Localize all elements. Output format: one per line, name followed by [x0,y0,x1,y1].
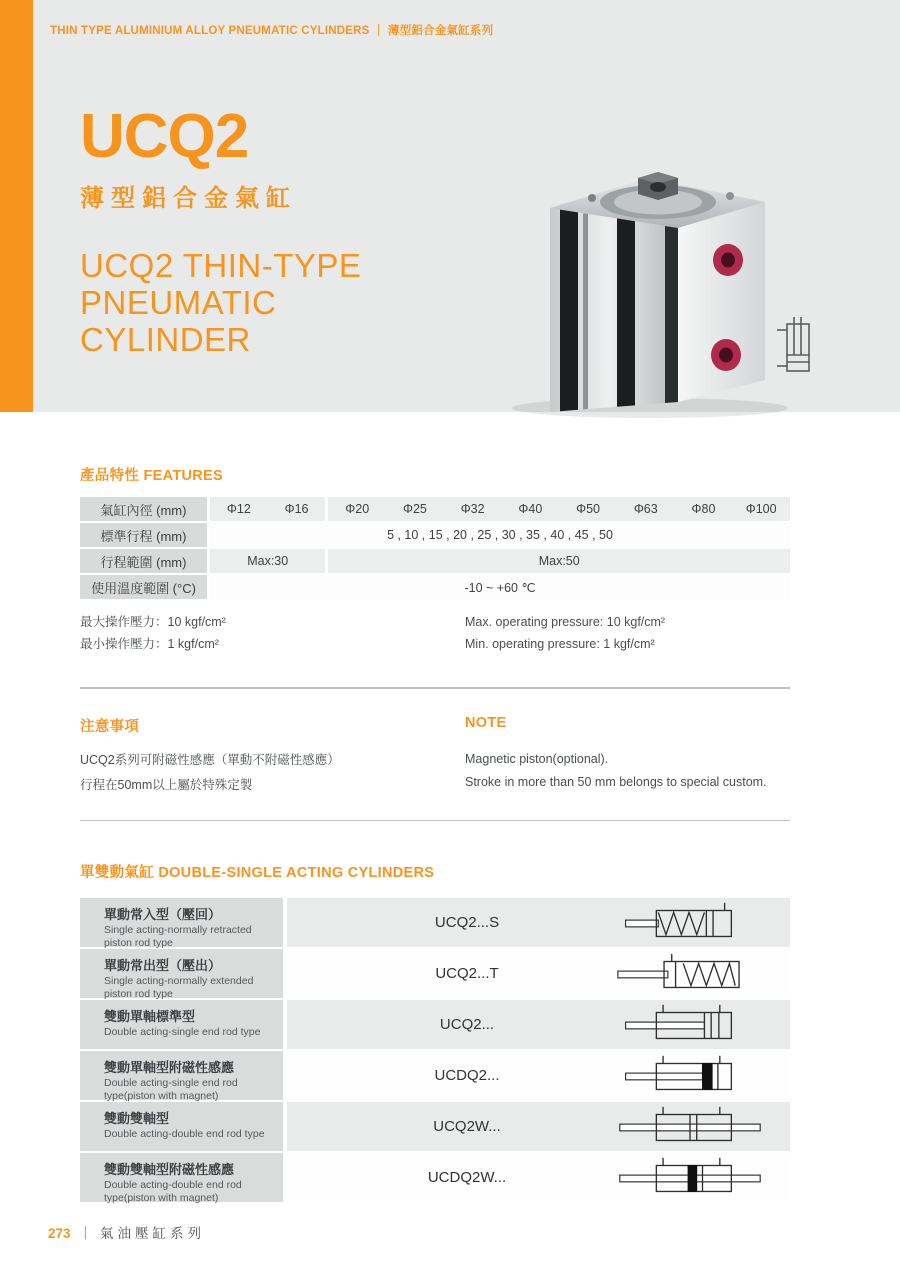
model-code: UCDQ2W... [427,1169,507,1186]
schematic-double-acting-single-rod-magnet [615,1051,765,1101]
max-pressure-cjk: 最大操作壓力：10 kgf/cm² [80,615,226,629]
footer-separator: ｜ [78,1226,93,1241]
page-footer [48,1222,205,1242]
table-row-bore [80,497,790,521]
type-desc-en: Single acting-normally extended piston rod type [104,975,254,1000]
type-title-cjk: 單動常出型（壓出） [104,958,222,973]
features-heading: 產品特性 FEATURES [80,468,223,484]
type-desc-en: Double acting-double end rod type(piston with magnet) [104,1179,242,1204]
title-en-line: PNEUMATIC [80,284,277,321]
acting-cylinders-table [80,898,790,1202]
model-code: UCQ2...T [435,965,499,982]
bore-value: Φ100 [745,502,777,516]
bore-value: Φ80 [691,502,716,516]
type-title-cjk: 雙動雙軸型附磁性感應 [104,1162,235,1177]
type-title-cjk: 雙動單軸標準型 [104,1009,196,1024]
table-row-standard-stroke [80,523,790,547]
title-en-line: UCQ2 THIN-TYPE [80,247,362,284]
model-title-en [80,247,361,358]
pressure-en [465,611,665,655]
table-row-temperature [80,575,790,599]
table-row [80,1000,790,1049]
hero-text-block [80,102,362,358]
type-title-cjk: 雙動單軸型附磁性感應 [104,1060,235,1075]
table-row-stroke-range [80,549,790,573]
table-row [80,1153,790,1202]
page-number: 273 [48,1226,71,1241]
bore-value: Φ25 [403,502,427,516]
features-table [80,497,790,599]
type-title-cjk: 單動常入型（壓回） [104,907,222,922]
note-headings [80,715,790,736]
max-pressure-en: Max. operating pressure: 10 kgf/cm² [465,615,666,629]
model-code: UCQ2...S [434,914,500,931]
temperature-value: -10 ~ +60 ℃ [210,575,790,599]
row-label: 使用溫度範圍 (°C) [80,575,207,599]
cylinder-section-icon [775,314,817,387]
row-label: 標準行程 (mm) [80,523,207,547]
note-heading-cjk: 注意事項 [80,719,140,735]
schematic-single-acting-retracted [615,898,765,948]
model-code: UCQ2... [439,1016,495,1033]
min-pressure-cjk: 最小操作壓力：1 kgf/cm² [80,637,219,651]
divider [80,820,790,821]
row-label: 氣缸內徑 (mm) [80,497,207,521]
note-text-en: Magnetic piston(optional). Stroke in more than 50 mm belongs to special custom. [465,752,767,789]
bore-value: Φ12 [226,502,251,516]
table-row [80,1102,790,1151]
note-body [80,748,790,798]
header-strip: THIN TYPE ALUMINIUM ALLOY PNEUMATIC CYLINDERS ｜ 薄型鋁合金氣缸系列 [50,25,494,37]
divider [80,687,790,689]
pressure-cjk [80,611,465,655]
bore-value: Φ50 [576,502,600,516]
min-pressure-en: Min. operating pressure: 1 kgf/cm² [465,637,655,651]
main-content [80,464,790,1202]
stroke-values: 5 , 10 , 15 , 20 , 25 , 30 , 35 , 40 , 45 , 50 [210,523,790,547]
table-row [80,898,790,947]
model-code: UCDQ2... [434,1067,500,1084]
range-max30: Max:30 [210,549,325,573]
type-desc-en: Double acting-single end rod type(piston with magnet) [104,1077,238,1102]
bore-value: Φ32 [460,502,485,516]
hero-band [0,0,900,412]
type-desc-en: Double acting-double end rod type [104,1128,265,1140]
schematic-double-acting-double-rod-magnet [615,1153,765,1203]
pressure-specs [80,611,790,655]
bore-value: Φ16 [284,502,309,516]
row-label: 行程範圍 (mm) [80,549,207,573]
model-subtitle-cjk: 薄型鋁合金氣缸 [80,185,297,212]
note-heading-en: NOTE [465,715,507,731]
bore-value: Φ63 [633,502,658,516]
bore-value: Φ20 [345,502,370,516]
type-desc-en: Double acting-single end rod type [104,1026,261,1038]
note-text-cjk: UCQ2系列可附磁性感應（單動不附磁性感應） 行程在50mm以上屬於特殊定製 [80,753,340,792]
type-desc-en: Single acting-normally retracted piston rod type [104,924,252,949]
accent-sidebar [0,0,33,412]
table-row [80,1051,790,1100]
model-code: UCQ2W... [433,1118,501,1135]
bore-value: Φ40 [518,502,543,516]
schematic-single-acting-extended [615,949,765,999]
schematic-double-acting-double-rod [615,1102,765,1152]
table-row [80,949,790,998]
range-max50: Max:50 [328,549,790,573]
model-title: UCQ2 [80,102,249,171]
acting-cylinders-heading: 單雙動氣缸 DOUBLE-SINGLE ACTING CYLINDERS [80,865,435,881]
schematic-double-acting-single-rod [615,1000,765,1050]
type-title-cjk: 雙動雙軸型 [104,1111,170,1126]
title-en-line: CYLINDER [80,321,251,358]
series-name: 氣油壓缸系列 [100,1226,206,1241]
